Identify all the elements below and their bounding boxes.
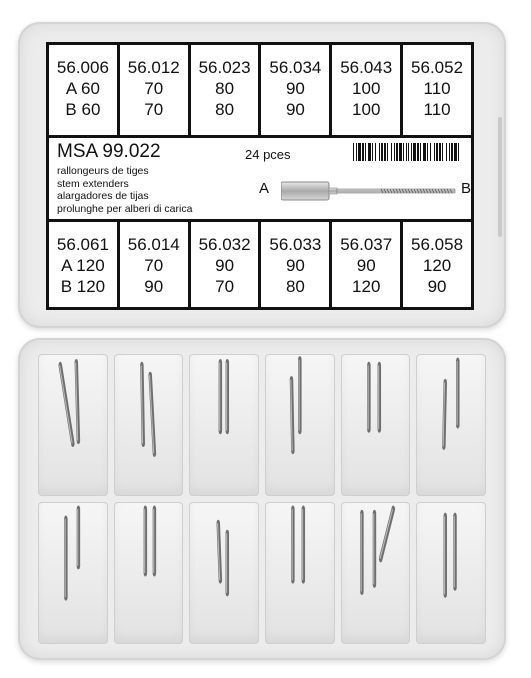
compartment [265, 502, 335, 644]
ref-cell: 56.032 90 70 [191, 222, 262, 310]
stem-extender-diagram [281, 179, 457, 203]
ref-cell: 56.033 90 80 [261, 222, 332, 310]
compartment [341, 502, 411, 644]
bottom-reference-row [49, 219, 471, 310]
product-info [49, 135, 471, 219]
case-tray [18, 338, 506, 660]
compartment [265, 354, 335, 496]
stem-extender-pins [416, 502, 486, 644]
stem-extender-pins [341, 354, 411, 496]
stem-extender-pins [341, 502, 411, 644]
stem-extender-pins [189, 354, 259, 496]
compartment [114, 502, 184, 644]
stem-extender-pins [265, 502, 335, 644]
compartment [189, 502, 259, 644]
product-title: MSA 99.022 [57, 141, 161, 162]
ref-cell: 56.006 A 60 B 60 [49, 45, 120, 135]
description-es: alargadores de tijas [57, 190, 149, 202]
case-lid [18, 22, 506, 328]
stem-extender-pins [416, 354, 486, 496]
compartment [341, 354, 411, 496]
product-label [46, 42, 474, 310]
compartment [38, 354, 108, 496]
stem-extender-pins [114, 502, 184, 644]
barcode [353, 143, 463, 161]
compartment [189, 354, 259, 496]
ref-cell: 56.012 70 70 [120, 45, 191, 135]
compartment [416, 502, 486, 644]
description-list [57, 165, 192, 215]
stem-extender-pins [189, 502, 259, 644]
ref-cell: 56.037 90 120 [332, 222, 403, 310]
piece-count: 24 pces [245, 147, 291, 162]
ref-cell: 56.052 110 110 [411, 58, 464, 119]
ref-cell: 56.043 100 100 [332, 45, 403, 135]
description-en: stem extenders [57, 177, 129, 190]
description-fr: rallongeurs de tiges [57, 165, 149, 177]
lid-clasp [498, 117, 502, 237]
stem-extender-pins [114, 354, 184, 496]
compartment-grid [38, 354, 486, 644]
top-reference-row [49, 45, 471, 138]
compartment [416, 354, 486, 496]
end-a-label: A [259, 180, 270, 197]
compartment [38, 502, 108, 644]
compartment [114, 354, 184, 496]
ref-cell: 56.061 A 120 B 120 [49, 222, 120, 310]
ref-cell: 56.023 80 80 [191, 45, 262, 135]
ref-cell: 56.014 70 90 [120, 222, 191, 310]
ref-cell: 56.058 120 90 [411, 235, 464, 296]
stem-extender-pins [38, 354, 108, 496]
stem-extender-pins [265, 354, 335, 496]
stem-extender-pins [38, 502, 108, 644]
description-it: prolunghe per alberi di carica [57, 202, 193, 215]
end-b-label: B [461, 180, 472, 197]
ref-cell: 56.034 90 90 [261, 45, 332, 135]
